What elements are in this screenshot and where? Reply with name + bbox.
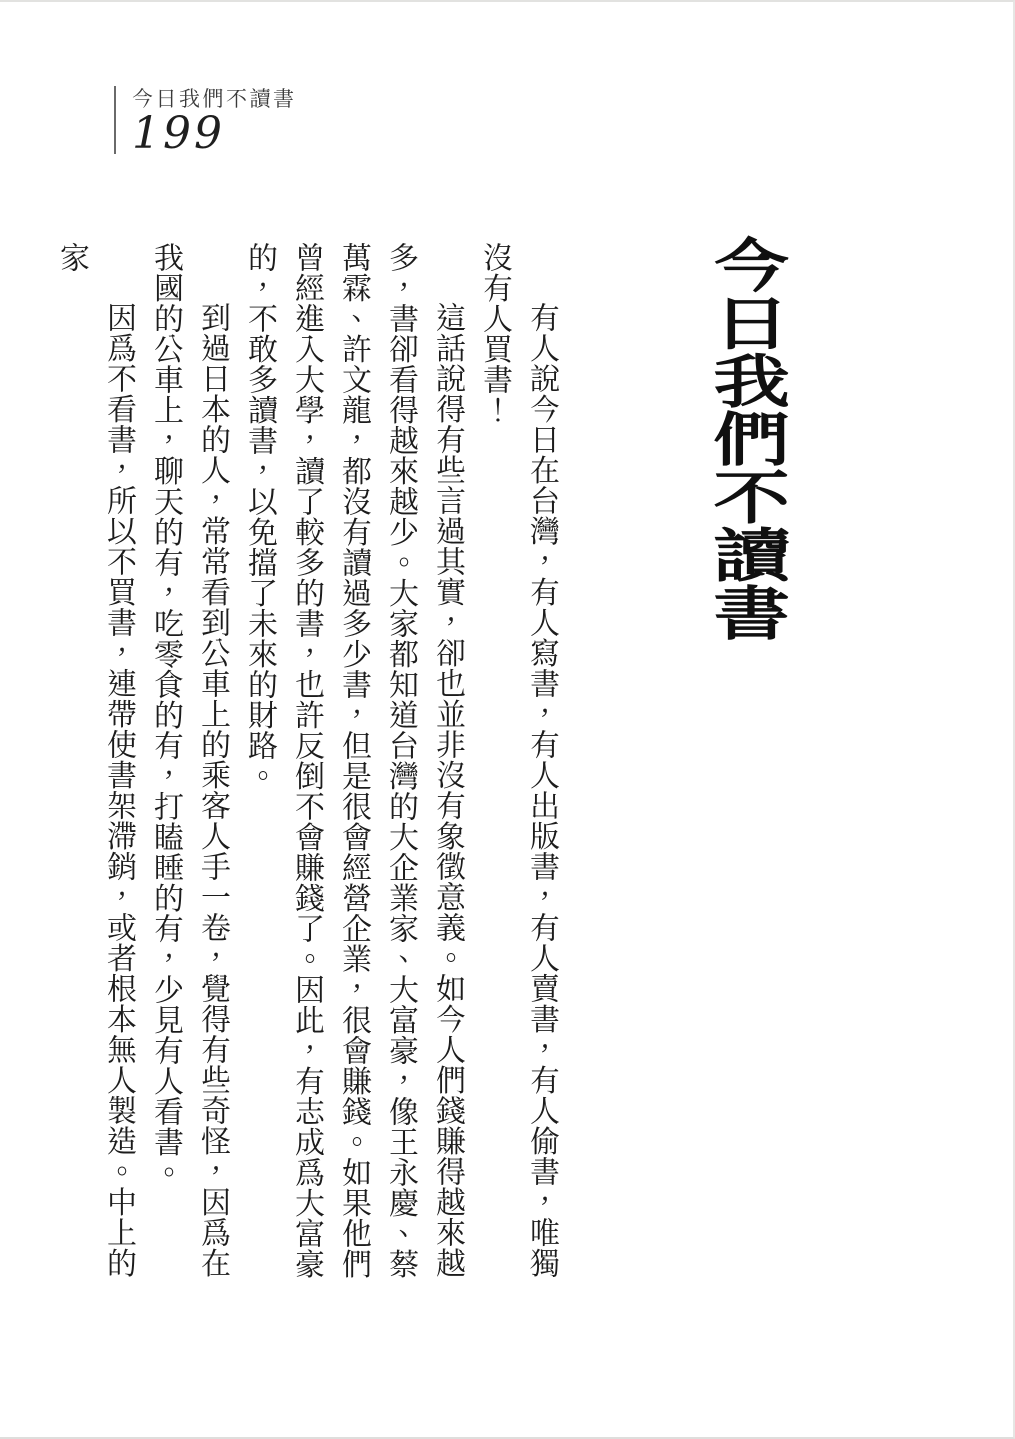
header-text-block bbox=[132, 86, 297, 157]
header-divider bbox=[114, 86, 116, 154]
paragraph-3: 到過日本的人，常常看到公車上的乘客人手一卷，覺得有些奇怪，因爲在我國的公車上，聊天的有，吃零食的有，打瞌睡的有，少見有人看書。 bbox=[148, 242, 230, 1278]
page-header bbox=[114, 86, 297, 157]
page-number: 199 bbox=[132, 108, 225, 159]
paragraph-4: 因爲不看書，所以不買書，連帶使書架滯銷，或者根本無人製造。中上的家 bbox=[54, 242, 136, 1278]
paragraph-1: 有人說今日在台灣，有人寫書，有人出版書，有人賣書，有人偷書，唯獨沒有人買書！ bbox=[477, 242, 559, 1278]
running-header-title: 今日我們不讀書 bbox=[132, 87, 297, 111]
chapter-title: 今日我們不讀書 bbox=[700, 235, 790, 641]
paragraph-2: 這話說得有些言過其實，卻也並非沒有象徵意義。如今人們錢賺得越來越多，書卻看得越來越少。大家都知道台灣的大企業家、大富豪，像王永慶、蔡萬霖、許文龍，都沒有讀過多少書，但是很會經營企業，很會賺錢。如果他們曾經進入大學，讀了較多的書，也許反倒不會賺錢了。因此，有志成爲大富豪的，不敢多讀書，以免擋了未來的財路。 bbox=[242, 242, 465, 1279]
article-body bbox=[48, 242, 565, 1298]
